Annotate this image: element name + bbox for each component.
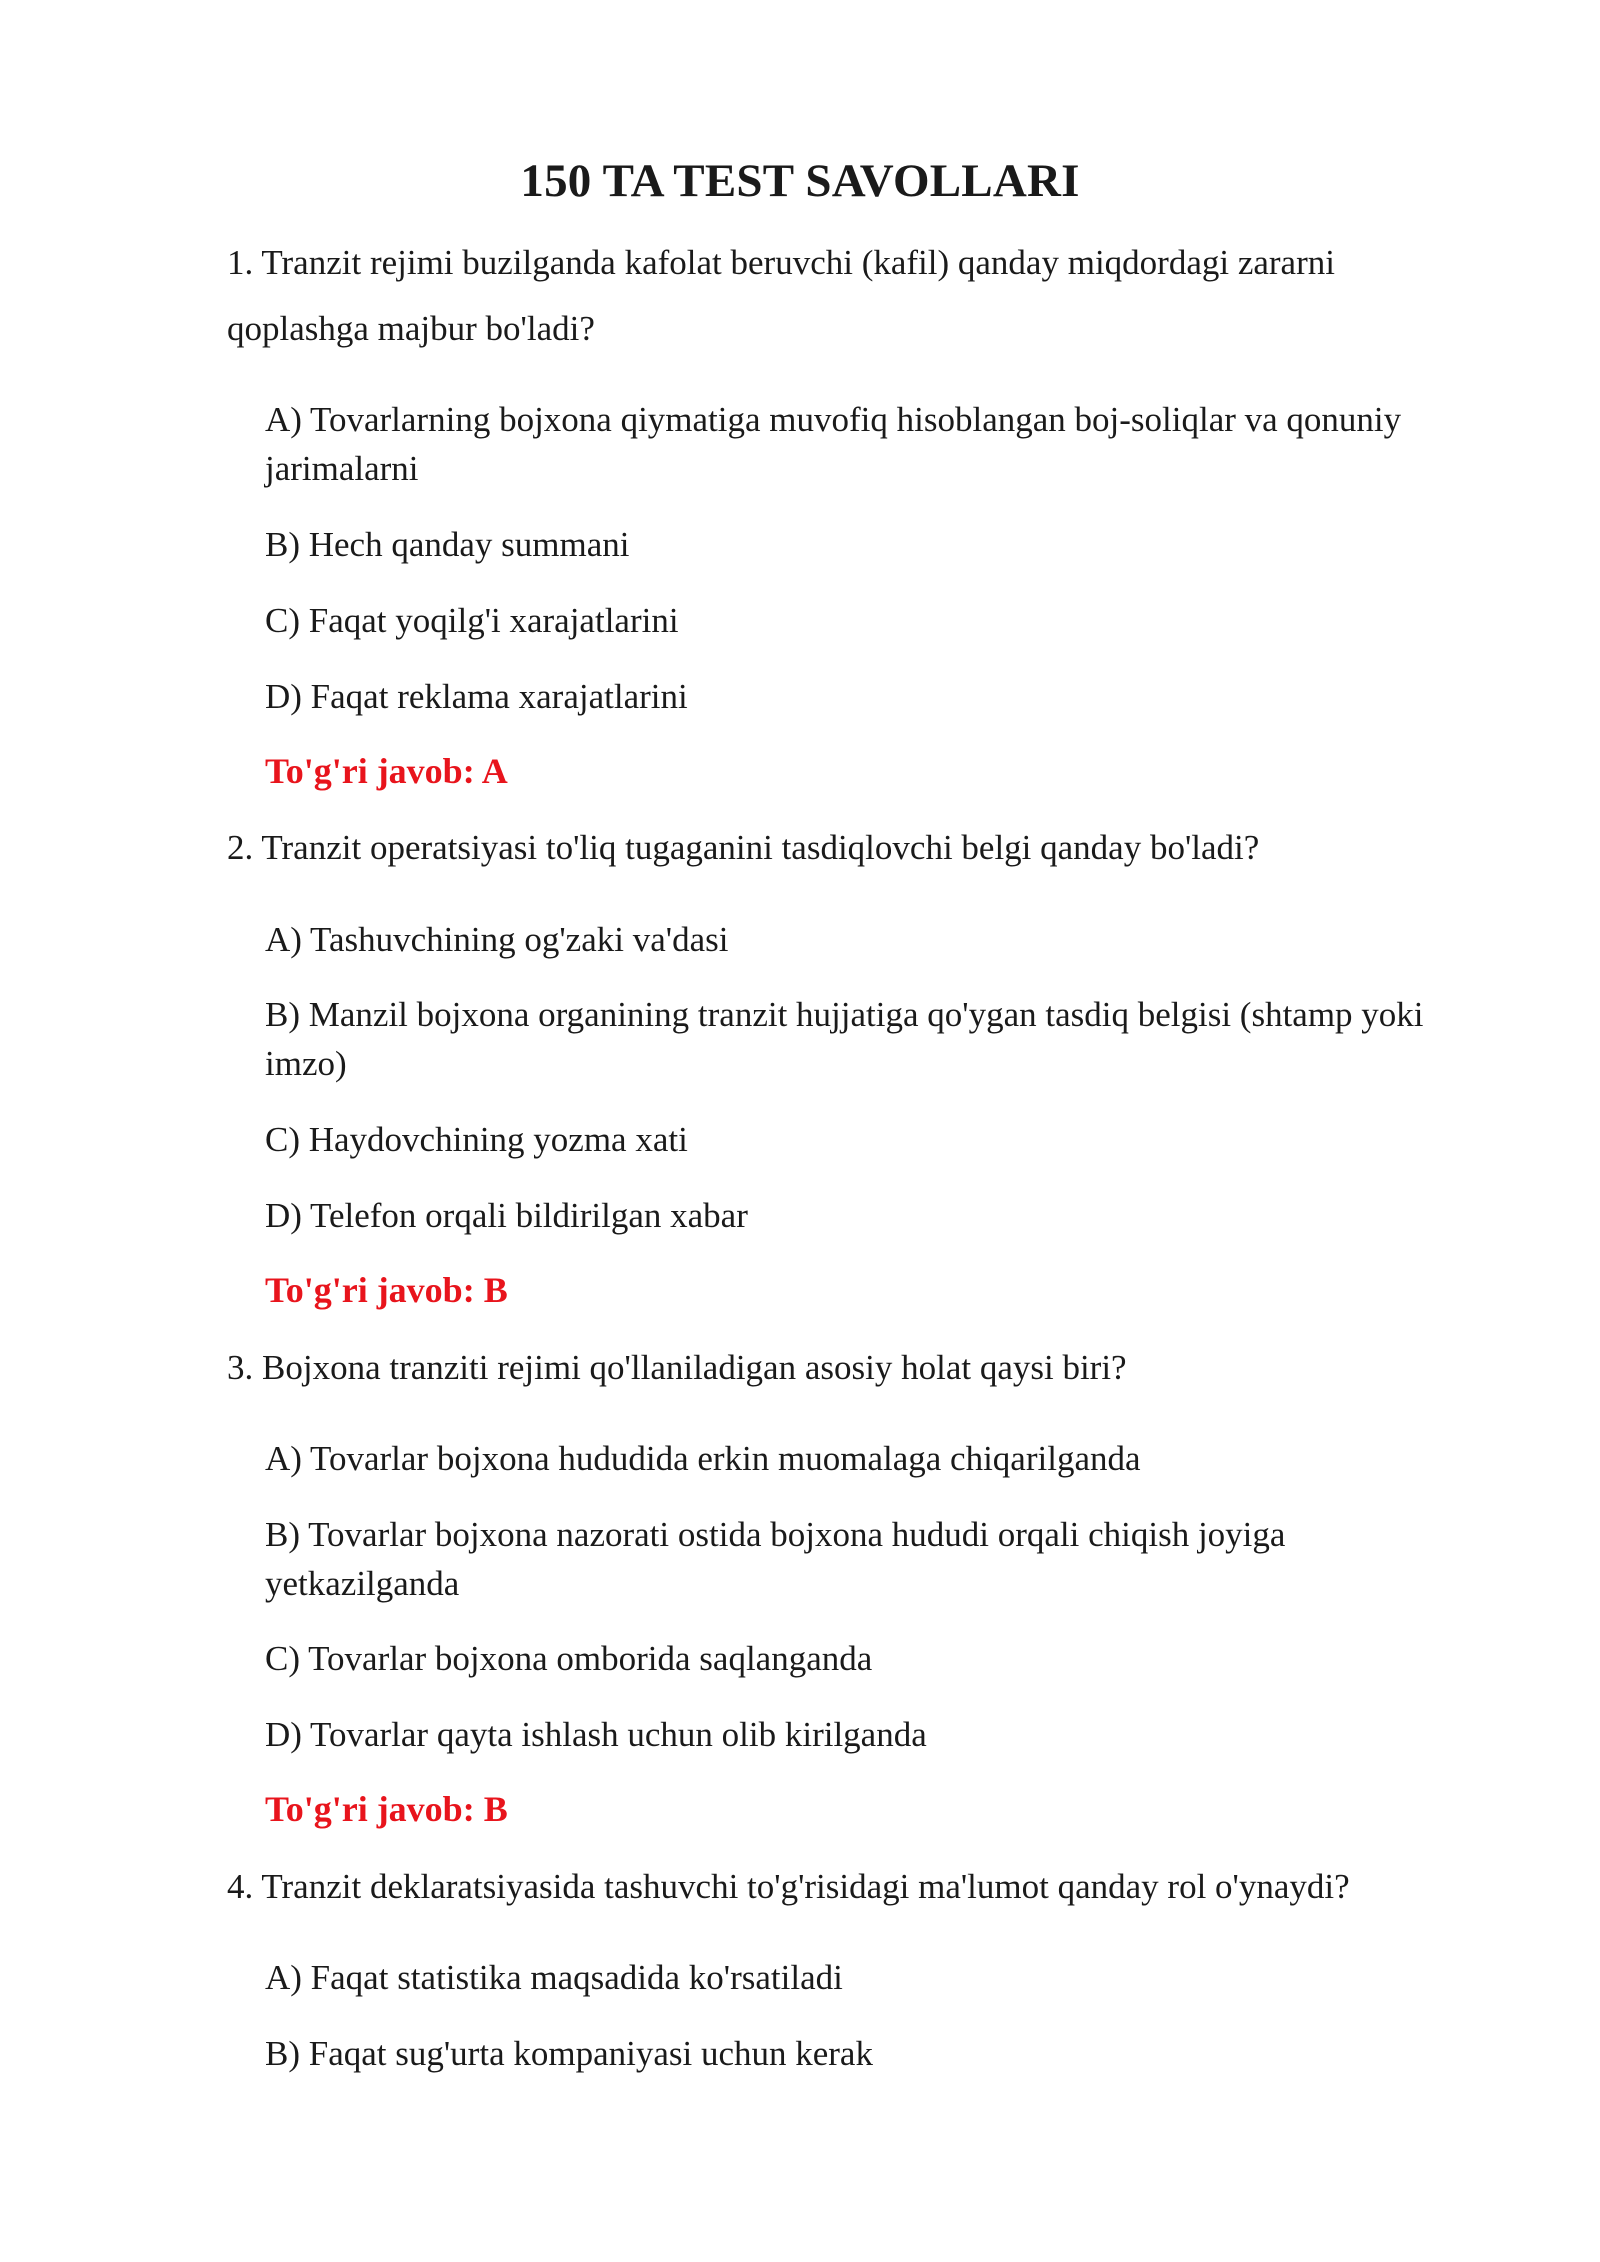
- question-3-answer: To'g'ri javob: B: [265, 1789, 508, 1829]
- question-2-option-a: A) Tashuvchining og'zaki va'dasi: [265, 920, 729, 959]
- question-1-option-d: D) Faqat reklama xarajatlarini: [265, 677, 688, 716]
- question-2-option-d: D) Telefon orqali bildirilgan xabar: [265, 1196, 748, 1235]
- question-3: 3. Bojxona tranziti rejimi qo'llaniladigan asosiy holat qaysi biri?: [227, 1348, 1127, 1387]
- question-1-option-a: A) Tovarlarning bojxona qiymatiga muvofiq hisoblangan boj-soliqlar va qonuniy jarimalarni: [265, 400, 1402, 488]
- question-1: 1. Tranzit rejimi buzilganda kafolat beruvchi (kafil) qanday miqdordagi zararni qoplashga majbur bo'ladi?: [227, 243, 1335, 348]
- question-3-option-c: C) Tovarlar bojxona omborida saqlanganda: [265, 1639, 873, 1678]
- question-1-answer: To'g'ri javob: A: [265, 751, 508, 791]
- question-3-option-a: A) Tovarlar bojxona hududida erkin muomalaga chiqarilganda: [265, 1439, 1141, 1478]
- question-4-option-b: B) Faqat sug'urta kompaniyasi uchun kerak: [265, 2034, 873, 2073]
- question-2: 2. Tranzit operatsiyasi to'liq tugaganini tasdiqlovchi belgi qanday bo'ladi?: [227, 828, 1260, 867]
- question-2-answer: To'g'ri javob: B: [265, 1270, 508, 1310]
- document-title: 150 TA TEST SAVOLLARI: [520, 155, 1080, 207]
- question-2-option-b: B) Manzil bojxona organining tranzit hujjatiga qo'ygan tasdiq belgisi (shtamp yoki imzo): [265, 995, 1424, 1083]
- question-4: 4. Tranzit deklaratsiyasida tashuvchi to'g'risidagi ma'lumot qanday rol o'ynaydi?: [227, 1867, 1350, 1906]
- question-1-option-c: C) Faqat yoqilg'i xarajatlarini: [265, 601, 679, 640]
- question-3-option-b: B) Tovarlar bojxona nazorati ostida bojxona hududi orqali chiqish joyiga yetkazilganda: [265, 1515, 1286, 1603]
- question-3-option-d: D) Tovarlar qayta ishlash uchun olib kirilganda: [265, 1715, 927, 1754]
- question-1-option-b: B) Hech qanday summani: [265, 525, 630, 564]
- question-2-option-c: C) Haydovchining yozma xati: [265, 1120, 688, 1159]
- question-4-option-a: A) Faqat statistika maqsadida ko'rsatiladi: [265, 1958, 843, 1997]
